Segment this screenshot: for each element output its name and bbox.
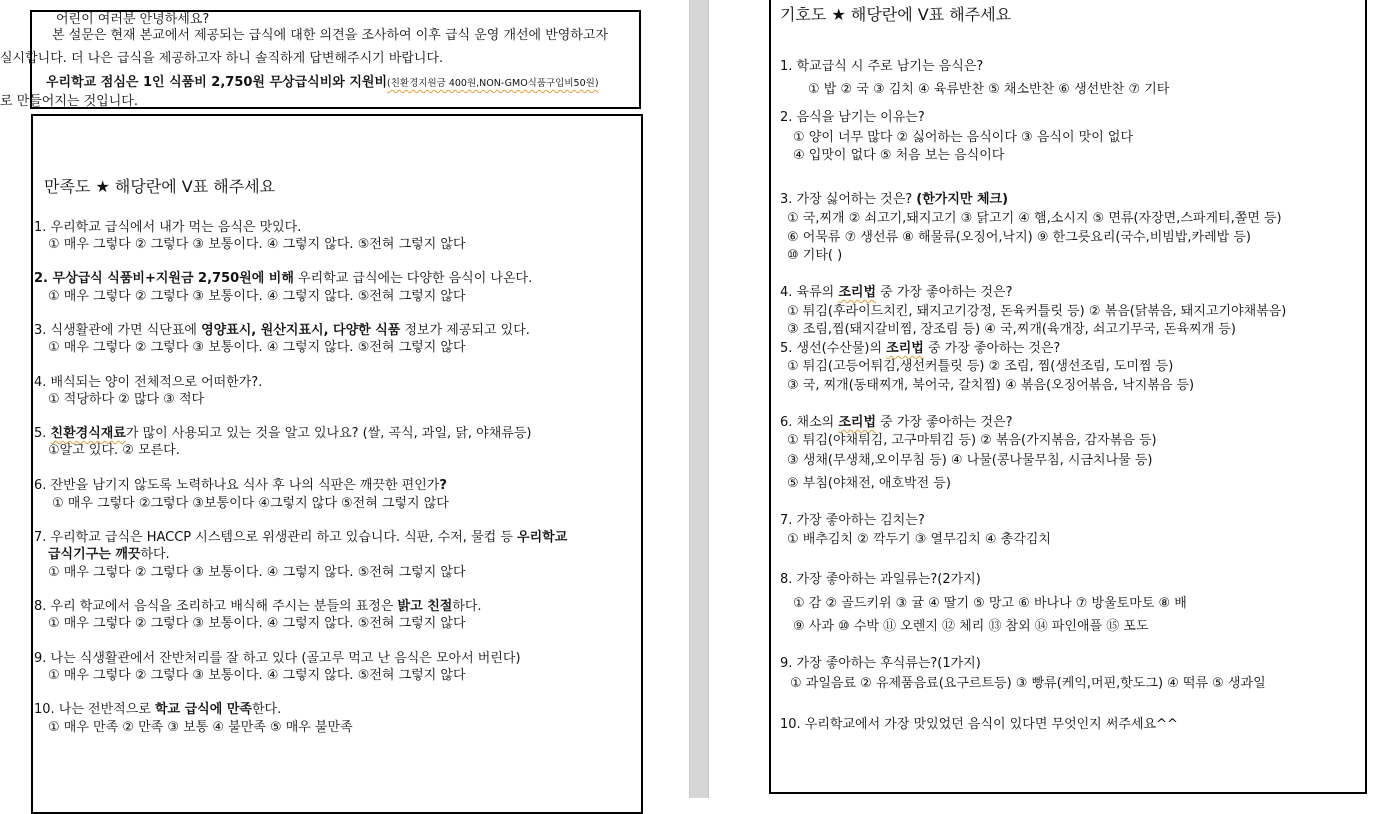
intro-line-4-note: (친환경지원금 400원,NON-GMO식품구입비50원) <box>387 78 599 89</box>
right-q3-options-2: ⑥ 어묵류 ⑦ 생선류 ⑧ 해물류(오징어,낙지) ⑨ 한그릇요리(국수,비빔밥,카레밥 등) <box>787 230 1251 245</box>
left-q9-options: ① 매우 그렇다 ② 그렇다 ③ 보통이다. ④ 그렇지 않다. ⑤전혀 그렇지 않다 <box>48 668 466 683</box>
right-q1: 1. 학교급식 시 주로 남기는 음식은? <box>780 59 984 74</box>
left-q4-options: ① 적당하다 ② 많다 ③ 적다 <box>48 392 205 407</box>
left-q6-a: 6. 잔반을 남기지 않도록 노력하나요 식사 후 나의 식판은 깨끗한 편인가 <box>34 478 440 493</box>
right-q2-options-2: ④ 입맛이 없다 ⑤ 처음 보는 음식이다 <box>793 148 1005 163</box>
left-q3-bold: 영양표시, 원산지표시, 다양한 식품 <box>201 323 401 338</box>
right-q5 <box>780 340 1060 358</box>
left-q10-options: ① 매우 만족 ② 만족 ③ 보통 ④ 불만족 ⑤ 매우 불만족 <box>48 720 353 735</box>
left-q7-bold2: 급식기구는 깨끗 <box>48 547 141 562</box>
right-q6-options-2: ③ 생채(무생채,오이무침 등) ④ 나물(콩나물무침, 시금치나물 등) <box>787 453 1153 468</box>
right-q7: 7. 가장 좋아하는 김치는? <box>780 513 925 528</box>
satisfaction-title: 만족도 ★ 해당란에 V표 해주세요 <box>44 177 276 196</box>
right-q6-options-3: ⑤ 부침(야채전, 애호박전 등) <box>787 476 951 491</box>
right-q3-options-1: ① 국,찌개 ② 쇠고기,돼지고기 ③ 닭고기 ④ 햄,소시지 ⑤ 면류(자장면,스파게티,쫄면 등) <box>787 211 1282 226</box>
left-q2-bold: 2. 무상급식 식품비+지원금 2,750원에 비해 <box>34 271 294 286</box>
right-q4-bold: 조리법 <box>838 285 877 300</box>
right-q3-a: 3. 가장 싫어하는 것은? <box>780 192 917 207</box>
right-q5-options-1: ① 튀김(고등어튀김,생선커틀릿 등) ② 조림, 찜(생선조림, 도미찜 등) <box>787 359 1174 374</box>
right-q4-options-1: ① 튀김(후라이드치킨, 돼지고기강정, 돈육커틀릿 등) ② 볶음(닭볶음, 돼지고기야채볶음) <box>787 304 1287 319</box>
right-q9: 9. 가장 좋아하는 후식류는?(1가지) <box>780 656 981 671</box>
left-q4: 4. 배식되는 양이 전체적으로 어떠한가?. <box>34 375 263 390</box>
left-q5-options: ①알고 있다. ② 모른다. <box>48 443 180 458</box>
right-q10: 10. 우리학교에서 가장 맛있었던 음식이 있다면 무엇인지 써주세요^^ <box>780 717 1178 732</box>
right-q6 <box>780 414 1012 432</box>
left-q5-bold: 친환경식재료 <box>50 426 126 441</box>
right-q6-a: 6. 채소의 <box>780 415 839 430</box>
right-q2-options-1: ① 양이 너무 많다 ② 싫어하는 음식이다 ③ 음식이 맛이 없다 <box>793 130 1134 145</box>
right-q5-options-2: ③ 국, 찌개(동태찌개, 북어국, 갈치찜) ④ 볶음(오징어볶음, 낙지볶음 등) <box>787 378 1195 393</box>
left-q8-b: 하다. <box>452 599 482 614</box>
left-q10-a: 10. 나는 전반적으로 <box>34 702 155 717</box>
intro-line-2: 본 설문은 현재 본교에서 제공되는 급식에 대한 의견을 조사하여 이후 급식 운영 개선에 반영하고자 <box>52 28 609 43</box>
left-q6-options: ① 매우 그렇다 ②그렇다 ③보통이다 ④그렇지 않다 ⑤전혀 그렇지 않다 <box>52 496 449 511</box>
left-q1: 1. 우리학교 급식에서 내가 먹는 음식은 맛있다. <box>34 220 302 235</box>
right-q5-b: 중 가장 좋아하는 것은? <box>923 341 1061 356</box>
left-q8-options: ① 매우 그렇다 ② 그렇다 ③ 보통이다. ④ 그렇지 않다. ⑤전혀 그렇지 않다 <box>48 616 466 631</box>
left-q8-a: 8. 우리 학교에서 음식을 조리하고 배식해 주시는 분들의 표정은 <box>34 599 398 614</box>
right-q1-options: ① 밥 ② 국 ③ 김치 ④ 육류반찬 ⑤ 채소반찬 ⑥ 생선반찬 ⑦ 기타 <box>808 82 1170 97</box>
right-q6-bold: 조리법 <box>838 415 877 430</box>
right-q7-options: ① 배추김치 ② 깍두기 ③ 열무김치 ④ 총각김치 <box>787 532 1051 547</box>
left-q7-c: 하다. <box>140 547 170 562</box>
right-q8-options-1: ① 감 ② 골드키위 ③ 귤 ④ 딸기 ⑤ 망고 ⑥ 바나나 ⑦ 방울토마토 ⑧ 배 <box>793 596 1187 611</box>
right-q3-bold: (한가지만 체크) <box>916 192 1009 207</box>
right-q4 <box>780 284 1012 302</box>
right-q6-options-1: ① 튀김(야채튀김, 고구마튀김 등) ② 볶음(가지볶음, 감자볶음 등) <box>787 433 1157 448</box>
right-q4-b: 중 가장 좋아하는 것은? <box>876 285 1013 300</box>
right-q9-options: ① 과일음료 ② 유제품음료(요구르트등) ③ 빵류(케익,머핀,핫도그) ④ 떡류 ⑤ 생과일 <box>790 676 1266 691</box>
intro-line-3: 실시합니다. 더 나은 급식을 제공하고자 하니 솔직하게 답변해주시기 바랍니다. <box>0 51 444 66</box>
left-q10-b: 한다. <box>251 702 282 717</box>
left-q8-bold: 밝고 친절 <box>397 599 453 614</box>
right-q4-options-2: ③ 조림,찜(돼지갈비찜, 장조림 등) ④ 국,찌개(육개장, 쇠고기무국, 돈육찌개 등) <box>787 322 1236 337</box>
left-q2-rest: 우리학교 급식에는 다양한 음식이 나온다. <box>293 271 533 286</box>
left-q5-b: 가 많이 사용되고 있는 것을 알고 있나요? (쌀, 곡식, 과일, 닭, 야채류등) <box>125 426 532 441</box>
right-q2: 2. 음식을 남기는 이유는? <box>780 110 925 125</box>
left-q3-b: 정보가 제공되고 있다. <box>400 323 530 338</box>
left-q7-a: 7. 우리학교 급식은 HACCP 시스템으로 위생관리 하고 있습니다. 식판, 수저, 물컵 등 <box>34 530 518 545</box>
left-q10-bold: 학교 급식에 만족 <box>154 702 252 717</box>
left-q7-options: ① 매우 그렇다 ② 그렇다 ③ 보통이다. ④ 그렇지 않다. ⑤전혀 그렇지 않다 <box>48 565 466 580</box>
right-q3-options-3: ⑩ 기타( ) <box>787 248 843 263</box>
right-q5-a: 5. 생선(수산물)의 <box>780 341 887 356</box>
right-q6-b: 중 가장 좋아하는 것은? <box>876 415 1013 430</box>
intro-line-4-text: 우리학교 점심은 1인 식품비 2,750원 무상급식비와 지원비 <box>46 75 388 90</box>
preference-title: 기호도 ★ 해당란에 V표 해주세요 <box>780 5 1012 24</box>
left-q9: 9. 나는 식생활관에서 잔반처리를 잘 하고 있다 (골고루 먹고 난 음식은 모아서 버린다) <box>34 651 521 666</box>
left-q5-a: 5. <box>34 426 51 441</box>
right-q8: 8. 가장 좋아하는 과일류는?(2가지) <box>780 572 981 587</box>
intro-line-5: 로 만들어지는 것입니다. <box>0 94 138 109</box>
left-q3-a: 3. 식생활관에 가면 식단표에 <box>34 323 202 338</box>
right-q5-bold: 조리법 <box>886 341 924 356</box>
left-q6-bold: ? <box>439 478 447 493</box>
left-q1-options: ① 매우 그렇다 ② 그렇다 ③ 보통이다. ④ 그렇지 않다. ⑤전혀 그렇지 않다 <box>48 237 466 252</box>
right-q8-options-2: ⑨ 사과 ⑩ 수박 ⑪ 오렌지 ⑫ 체리 ⑬ 참외 ⑭ 파인애플 ⑮ 포도 <box>793 619 1149 634</box>
intro-line-1: 어린이 여러분 안녕하세요? <box>56 12 210 27</box>
right-q4-a: 4. 육류의 <box>780 285 839 300</box>
left-q7-bold: 우리학교 <box>517 530 568 545</box>
left-q3-options: ① 매우 그렇다 ② 그렇다 ③ 보통이다. ④ 그렇지 않다. ⑤전혀 그렇지 않다 <box>48 340 466 355</box>
left-q2-options: ① 매우 그렇다 ② 그렇다 ③ 보통이다. ④ 그렇지 않다. ⑤전혀 그렇지 않다 <box>48 289 466 304</box>
right-q3 <box>780 191 1008 209</box>
